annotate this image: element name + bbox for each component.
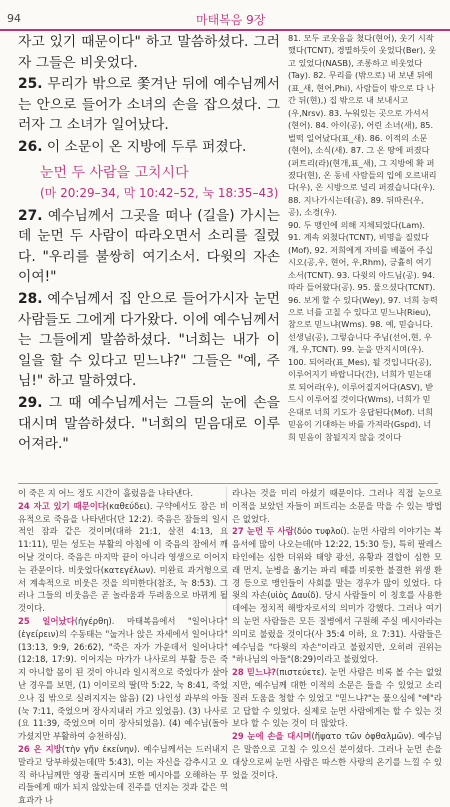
page-number: 94 <box>7 12 21 25</box>
commentary-para: 라나는 것을 미리 아셨기 때문이다. 그러나 직접 눈으로 이적을 보았던 자들이 퍼트리는 소문을 막을 수 있는 방법은 없었다. <box>232 488 442 524</box>
commentary-para: 이 죽은 지 어느 정도 시간이 흘렀음을 나타낸다. <box>18 488 194 498</box>
section-heading: 눈먼 두 사람을 고치시다 <box>40 164 189 181</box>
verse-26: 26. 이 소문이 온 지방에 두루 퍼졌다. <box>18 138 247 155</box>
commentary-left <box>18 487 228 807</box>
verse-25: 25. 무리가 밖으로 쫓겨난 뒤에 예수님께서는 안으로 들어가 소녀의 손을 잡으셨다. 그러자 그 소녀가 일어났다. <box>18 76 280 134</box>
commentary-para: 26 온 지방(τὴν γῆν ἐκείνην). 예수님께서는 드러내지 말라고 당부하셨는데(막 5:43), 이는 자신을 감추시고 오직 하나님께만 영광 돌리시며 또한 메시아를 오해하는 무리들에게 때가 되지 않았는데 진주를 던지는 것과 같은 역효과가 나 <box>18 743 228 806</box>
verse-29: 29. 그 때 예수님께서는 그들의 눈에 손을 대시며 말씀하셨다. "너희의 믿음대로 이루어져라." <box>18 394 280 453</box>
translation-notes: 81. 모두 코웃음을 쳤다(현어), 웃기 시작했다(TCNT), 경멸하듯이 웃었다(Ber), 웃고 있었다(NASB), 조롱하고 비웃었다(Tay). 82. 무리를 (밖으로) 내 보낸 뒤에(표_새, 현어,Phi), 사람들이 밖으로 다 나간 뒤(현),) 집 밖으로 내 보내시고(우,Nrsv). 83. 누워있는 곳으로 가셔서(현어). 84. 아이(공), 어린 소녀(새), 85. 벌떡 일어났다(표_새). 86. 이적의 소문(현어), 소식(새). 87. 그 온 땅에 퍼졌다(퍼트리(라)(현개,표_새), 그 지방에 확 퍼졌다(현), 온 동네 사람들의 입에 오르내리다(우), 온 시방으로 널리 퍼졌습니다(우). 88. 지나가시는데(공), 89. 뒤따른(우, 공), 소경(우). 90. 두 맹인에 의해 지체되었다(Lam). 91. 계속 외쳤다(TCNT), 비명을 질렀다(Mof), 92. 저희에게 자비를 베풀어 주십시오(공,우, 현어, 우,Rhm), 긍휼히 여기소서(TCNT). 93. 다윗의 아드님(공). 94. 따라 들어왔다(공). 95. 물으셨다(TCNT). 96. 보게 할 수 있다(Wey), 97. 너희 능력으로 너를 고칠 수 있다고 믿느냐(Rieu), 참으로 믿느냐(Wms). 98. 예, 믿습니다. 선생님(공), 그렇습니다 주님(선어,현, 우개, 우,TCNT). 99. 눈을 만지시며(우). 100. 되어라(표_Mes), 될 것입니다(공), 이루어지기 바랍니다(간), 너희가 믿는대로 되어라(우), 이루어질지어다(ASV), 받드시 이루어질 것이다(Wms), 너희가 믿은대로 너희 기도가 응답된다(Mof). 너희 믿음이 기대하는 바를 가져라(Gspd), 너희 믿음이 참될지지 않을 것이다 <box>288 33 438 442</box>
commentary-para: 27 눈먼 두 사람(δύο τυφλοί). 눈먼 사람의 이야기는 복음서에 많이 나오는데(마 12:22, 15:30 등), 특히 팔레스타인에는 심한 더위와 태양 광선, 유황과 결합이 심한 모래 먼지, 눈병을 옮기는 파리 떼를 비롯한 불결한 위생 환경 등으로 맹인들이 사회를 말는 경우가 많이 있었다. 다윗의 자손(υἱὸς Δαυίδ). 당시 사람들이 이 칭호를 사용한 데에는 정치적 해방자로서의 의미가 강했다. 그러나 여기의 눈먼 사람들은 모든 질병에서 구원해 주실 메시아라는 의미로 불렀을 것이다(사 35:4 이하, 요 7:31). 사람들은 예수님을 "다윗의 자손"이라고 불렀지만, 오히려 권위는 "하나님의 아들"(8:29)이라고 불렀었다. <box>232 526 442 665</box>
page-header <box>0 0 450 30</box>
commentary-para: 29 눈에 손을 대시며(ἥψατο τῶν ὀφθαλμῶν). 예수님은 말씀으로 고칠 수 있으신 분이셨다. 그러나 눈먼 손을 대상으로써 눈먼 사람은 따스한 사랑의 온기를 느낄 수 있었을 것이다. <box>232 731 442 780</box>
verse-27: 27. 예수님께서 그곳을 떠나 (길을) 가시는데 눈먼 두 사람이 따라오면서 소리를 질렀다. "우리를 불쌍히 여기소서. 다윗의 자손이여!" <box>18 207 280 286</box>
bible-text <box>18 32 280 456</box>
commentary-para: 28 믿느냐?(πιστεύετε). 눈먼 사람은 비록 볼 수는 없었지만, 예수님께 대한 이적의 소문은 들을 수 있었고 소리 질러 도움을 청할 수 있었고 "믿느냐?"는 물으심에 "예"라고 답할 수 있었다. 실제로 눈먼 사람에게는 할 수 있는 것보다 할 수 있는 것이 더 많았다. <box>232 667 443 729</box>
section-divider <box>18 483 438 484</box>
section-references: (마 20:29–34, 막 10:42–52, 눅 18:35–43) <box>40 185 279 200</box>
commentary-para: 25 일어났다(ἠγέρθη). 마태복음에서 "일어나다"(ἐγείρειν)의 수동태는 "눕거나 앉은 자세에서 일어나다"(13:13, 9:9, 26:62), "죽은 자가 가운데서 일어나다"(12:18, 17:9). 이어지는 마가가 나사로의 부활 등은 죽지 아니할 몸이 된 것이 아니라 일시적으로 죽었다가 살아난 경우를 보면, (1) 이이로의 딸(막 5:22, 눅 8:41, 죽었으나 집 밖으로 실려지지는 않음) (2) 나인성 과부의 아들(눅 7:11, 죽었으며 장사지내러 가고 있었음). (3) 나사로(요 11:39, 죽었으며 이미 장사되었음). (4) 예수님(돌아가셨지만 부활하여 승천하심). <box>18 615 228 742</box>
commentary-right <box>232 487 442 781</box>
book-chapter-title: 마태복음 9장 <box>196 13 266 27</box>
verse-28: 28. 예수님께서 집 안으로 들어가시자 눈먼 사람들도 그에게 다가왔다. 이에 예수님께서는 그들에게 말씀하셨다. "너희는 내가 이 일을 할 수 있다고 믿느냐?" 그들은 "예, 주님!" 하고 말하였다. <box>18 290 280 390</box>
verse-24-cont: 자고 있기 때문이다" 하고 말씀하셨다. 그러자 그들은 비웃었다. <box>18 34 280 71</box>
header-rule <box>0 29 450 31</box>
commentary-para: 24 자고 있기 때문이다(καθεύδει). 구약에서도 잠은 비유적으로 죽음을 나타낸다(단 12:2). 죽음은 잠들의 일시적인 잠과 같은 것이며(대하 21:1, 살전 4:13, 요 11:11), 믿는 성도는 부활의 아침에 이 죽음의 잠에서 깨어날 것이다. 죽음은 마지막 끝이 아니라 영생으로 이어지는 관문이다. 비웃었다(κατεγέλων). 미완료 과거형으로서 계속적으로 비웃은 것을 의미한다(참조, 눅 8:53). 그러나 그들의 비웃음은 곧 놀라움과 두려움으로 바뀌게 될 것이다. <box>18 500 228 614</box>
